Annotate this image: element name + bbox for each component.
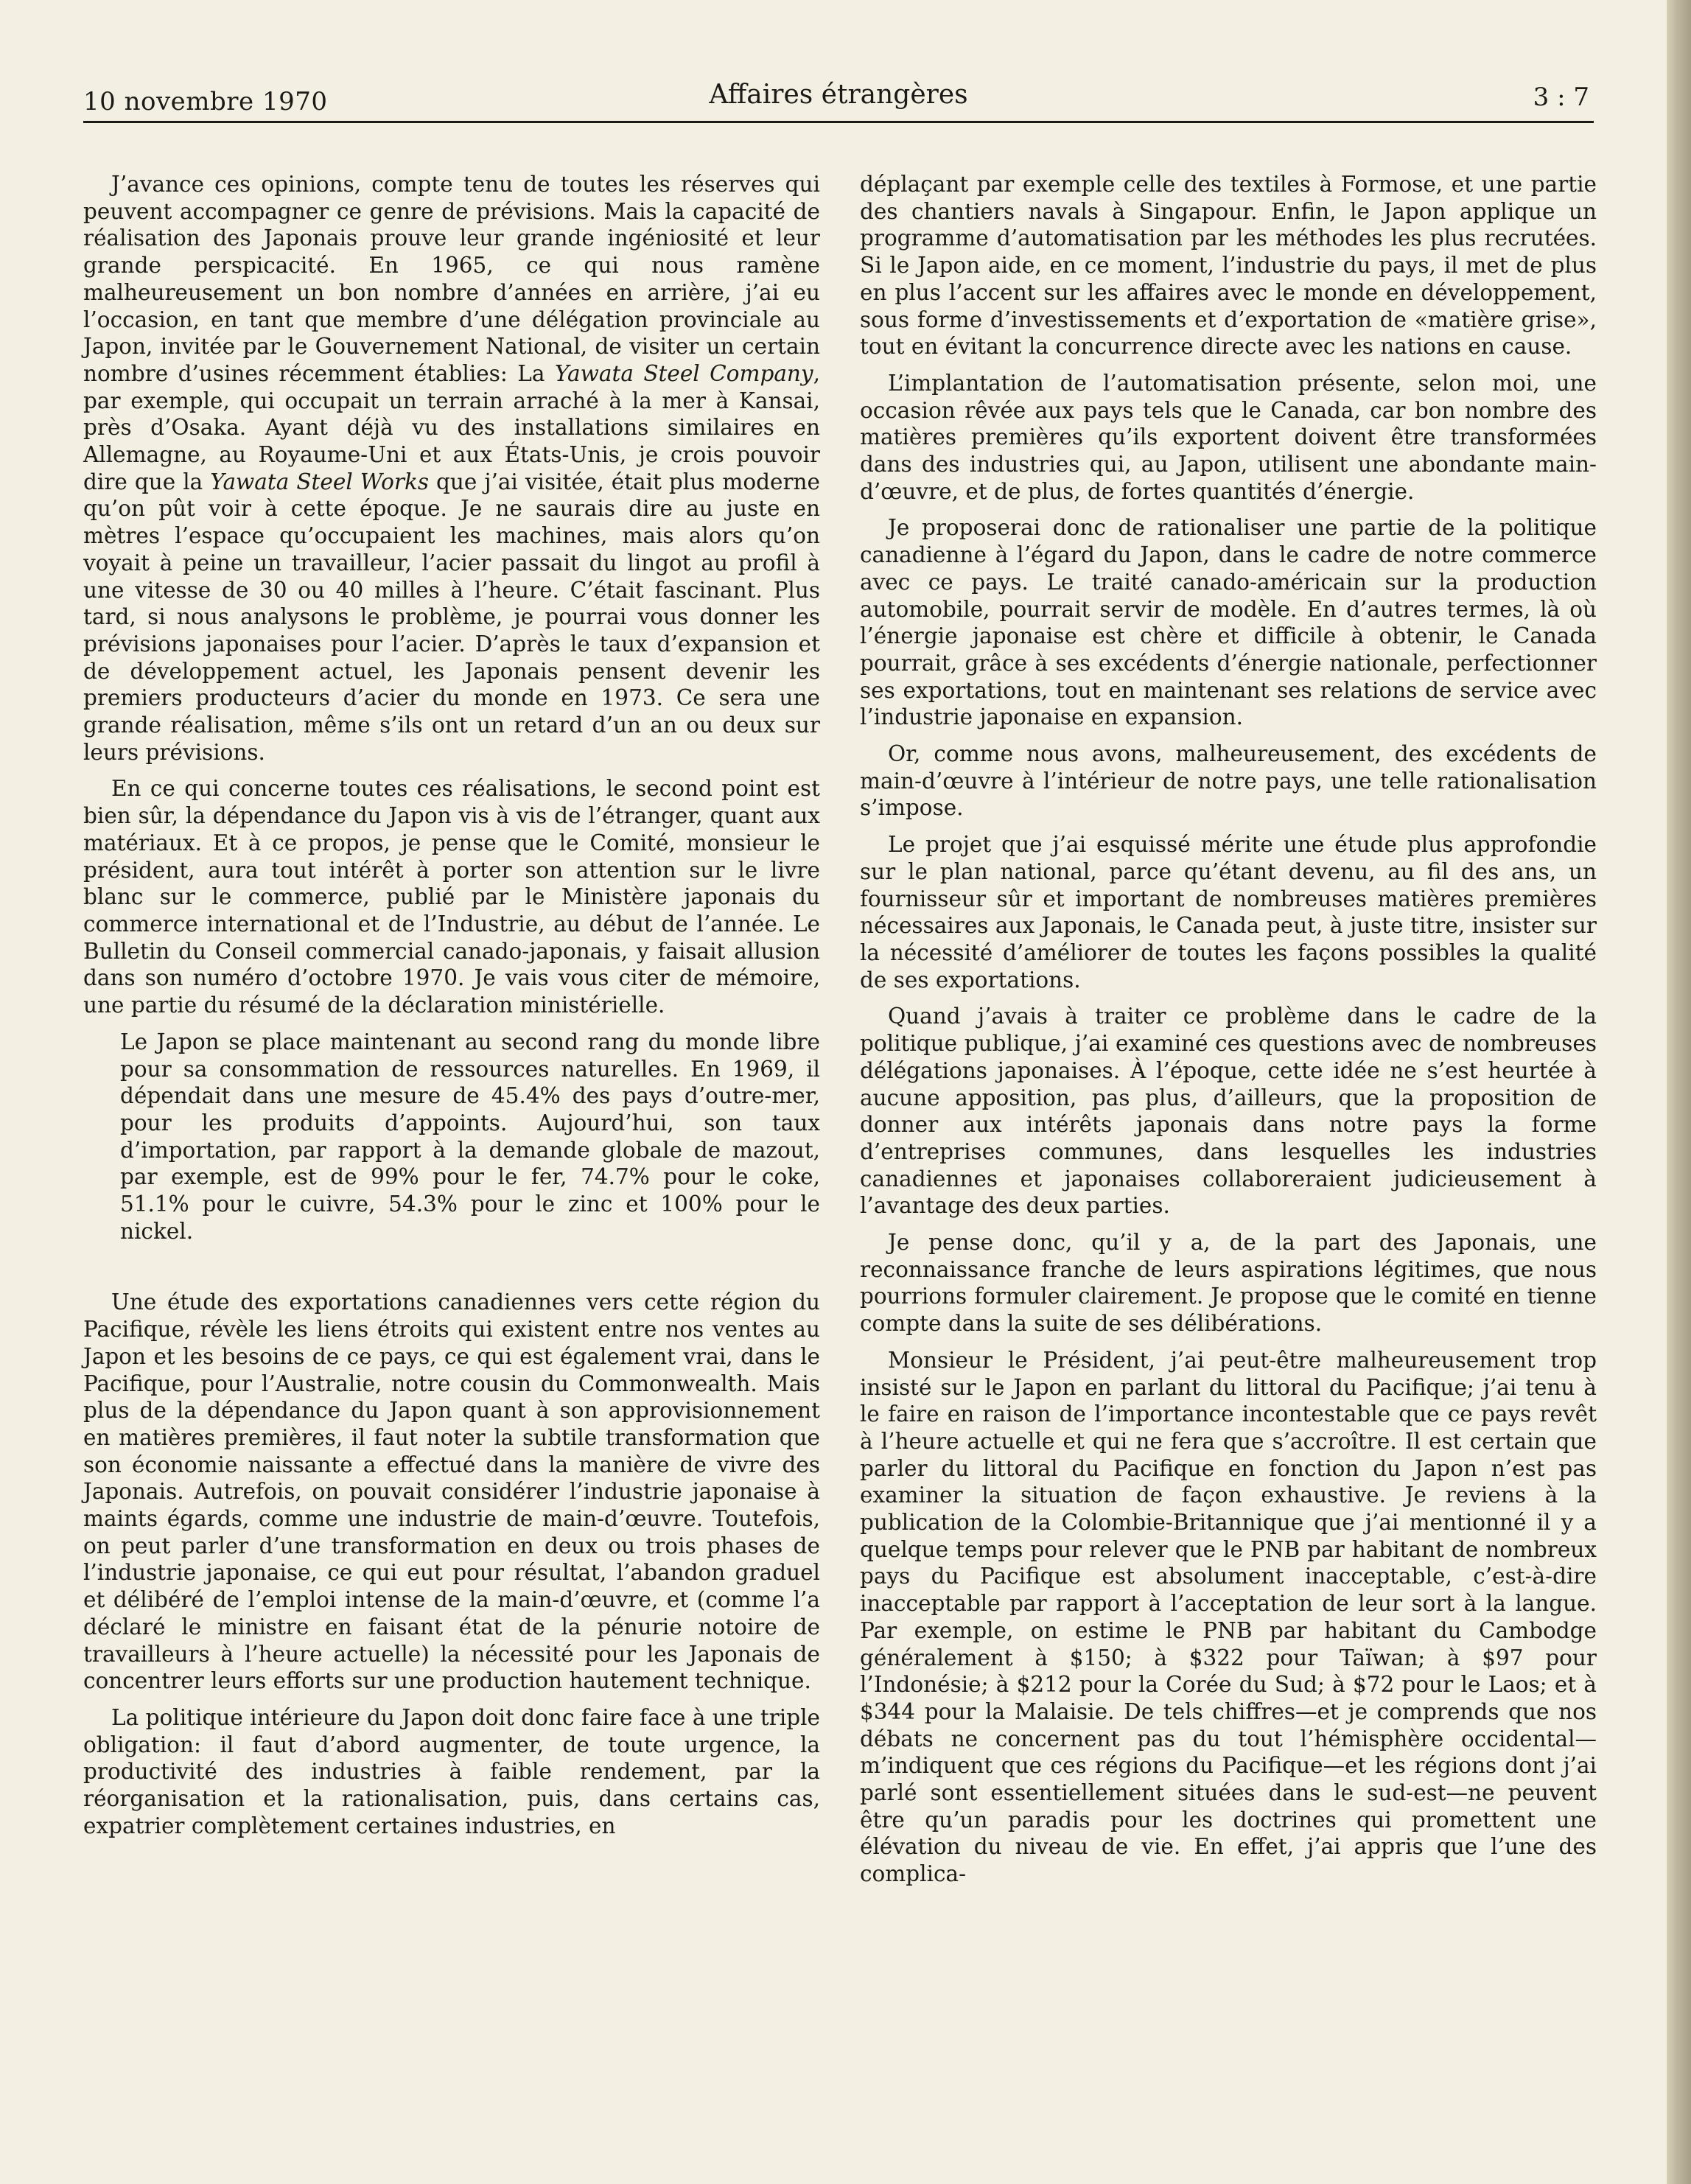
left-paragraph-1: J’avance ces opinions, compte tenu de toutes les réserves qui peuvent accompagner ce genre de prévisions. Mais la capacité de réalisation des Japonais prouve leur grande ingéniosité et leur grande perspicacité. En 1965, ce qui nous ramène malheureusement un bon nombre d’années en arrière, j’ai eu l’occasion, en tant que membre d’une délégation provinciale au Japon, invitée par le Gouvernement National, de visiter un certain nombre d’usines récemment établies: La Yawata Steel Company, par exemple, qui occupait un terrain arraché à la mer à Kansai, près d’Osaka. Ayant déjà vu des installations similaires en Allemagne, au Royaume-Uni et aux États-Unis, je crois pouvoir dire que la Yawata Steel Works que j’ai visitée, était plus moderne qu’on pût voir à cette époque. Je ne saurais dire au juste en mètres l’espace qu’occupaient les machines, mais alors qu’on voyait à peine un travailleur, l’acier passait du lingot au profil à une vitesse de 30 ou 40 milles à l’heure. C’était fascinant. Plus tard, si nous analysons le problème, je pourrai vous donner les prévisions japonaises pour l’acier. D’après le taux d’expansion et de développement actuel, les Japonais pensent devenir les premiers producteurs d’acier du monde en 1973. Ce sera une grande réalisation, même s’ils ont un retard d’un an ou deux sur leurs prévisions. [83,172,821,765]
right-paragraph-3: Je proposerai donc de rationaliser une partie de la politique canadienne à l’égard du Japon, dans le cadre de notre commerce avec ce pays. Le traité canado-américain sur la production automobile, pourrait servir de modèle. En d’autres termes, là où l’énergie japonaise est chère et difficile à obtenir, le Canada pourrait, grâce à ses excédents d’énergie nationale, perfectionner ses exportations, tout en maintenant ses relations de service avec l’industrie japonaise en expansion. [860,515,1597,730]
right-paragraph-1: déplaçant par exemple celle des textiles à Formose, et une partie des chantiers navals à Singapour. Enfin, le Japon applique un programme d’automatisation par les méthodes les plus recrutées. Si le Japon aide, en ce moment, l’industrie du pays, il met de plus en plus l’accent sur les affaires avec le monde en développement, sous forme d’investissements et d’exportation de «matière grise», tout en évitant la concurrence directe avec les nations en cause. [860,172,1597,360]
header-date: 10 novembre 1970 [83,87,328,116]
company-name-1: Yawata Steel Company [554,360,813,386]
company-name-2: Yawata Steel Works [210,469,429,494]
left-paragraph-4: La politique intérieure du Japon doit donc faire face à une triple obligation: il faut d’abord augmenter, de toute urgence, la productivité des industries à faible rendement, par la réorganisation et la rationalisation, puis, dans certains cas, expatrier complètement certaines industries, en [83,1704,820,1838]
header-title: Affaires étrangères [709,80,968,110]
left-column [83,171,820,1849]
book-spine-edge [1667,0,1691,2184]
right-paragraph-5: Le projet que j’ai esquissé mérite une étude plus approfondie sur le plan national, parce qu’étant devenu, au fil des ans, un fournisseur sûr et important de nombreuses matières premières nécessaires aux Japonais, le Canada peut, à juste titre, insister sur la nécessité d’améliorer de toutes les façons possibles la qualité de ses exportations. [860,832,1597,993]
right-column [860,171,1597,1897]
header-page-number: 3 : 7 [1533,83,1589,112]
page-header [83,80,1594,127]
right-paragraph-2: L’implantation de l’automatisation présente, selon moi, une occasion rêvée aux pays tels que le Canada, car bon nombre des matières premières qu’ils exportent doivent être transformées dans des industries qui, au Japon, utilisent une abondante main-d’œuvre, et de plus, de fortes quantités d’énergie. [860,370,1597,504]
left-paragraph-3: Une étude des exportations canadiennes vers cette région du Pacifique, révèle les liens étroits qui existent entre nos ventes au Japon et les besoins de ce pays, ce qui est également vrai, dans le Pacifique, pour l’Australie, notre cousin du Commonwealth. Mais plus de la dépendance du Japon quant à son approvisionnement en matières premières, il faut noter la subtile transformation que son économie naissante a effectué dans la manière de vivre des Japonais. Autrefois, on pouvait considérer l’industrie japonaise à maints égards, comme une industrie de main-d’œuvre. Toutefois, on peut parler d’une transformation en deux ou trois phases de l’industrie japonaise, ce qui eut pour résultat, l’abandon graduel et délibéré de l’emploi intense de la main-d’œuvre, et (comme l’a déclaré le ministre en faisant état de la pénurie notoire de travailleurs à l’heure actuelle) la nécessité pour les Japonais de concentrer leurs efforts sur une production hautement technique. [83,1289,820,1694]
header-rule [83,121,1594,123]
right-paragraph-8: Monsieur le Président, j’ai peut-être malheureusement trop insisté sur le Japon en parlant du littoral du Pacifique; j’ai tenu à le faire en raison de l’importance incontestable que ce pays revêt à l’heure actuelle et qui ne fera que s’accroître. Il est certain que parler du littoral du Pacifique en fonction du Japon n’est pas examiner la situation de façon exhaustive. Je reviens à la publication de la Colombie-Britannique que j’ai mentionné il y a quelque temps pour relever que le PNB par habitant de nombreux pays du Pacifique est absolument inacceptable, c’est-à-dire inacceptable par rapport à l’acceptation de leur sort à la langue. Par exemple, on estime le PNB par habitant du Cambodge généralement à $150; à $322 pour Taïwan; à $97 pour l’Indonésie; à $212 pour la Corée du Sud; à $72 pour le Laos; et à $344 pour la Malaisie. De tels chiffres—et je comprends que nos débats ne concernent pas du tout l’hémisphère occidental—m’indiquent que ces régions du Pacifique—et les régions dont j’ai parlé sont essentiellement situées dans le sud-est—ne peuvent être qu’un paradis pour les doctrines qui promettent une élévation du niveau de vie. En effet, j’ai appris que l’une des complica- [860,1347,1597,1887]
right-paragraph-7: Je pense donc, qu’il y a, de la part des Japonais, une reconnaissance franche de leurs aspirations légitimes, que nous pourrions formuler clairement. Je propose que le comité en tienne compte dans la suite de ses délibérations. [860,1230,1597,1337]
right-paragraph-4: Or, comme nous avons, malheureusement, des excédents de main-d’œuvre à l’intérieur de notre pays, une telle rationalisation s’impose. [860,741,1597,821]
quoted-declaration: Le Japon se place maintenant au second rang du monde libre pour sa consommation de ressources naturelles. En 1969, il dépendait dans une mesure de 45.4% des pays d’outre-mer, pour les produits d’appoints. Aujourd’hui, son taux d’importation, par rapport à la demande globale de mazout, par exemple, est de 99% pour le fer, 74.7% pour le coke, 51.1% pour le cuivre, 54.3% pour le zinc et 100% pour le nickel. [120,1029,820,1244]
left-paragraph-2: En ce qui concerne toutes ces réalisations, le second point est bien sûr, la dépendance du Japon vis à vis de l’étranger, quant aux matériaux. Et à ce propos, je pense que le Comité, monsieur le président, aura tout intérêt à porter son attention sur le livre blanc sur le commerce, publié par le Ministère japonais du commerce international et de l’Industrie, au début de l’année. Le Bulletin du Conseil commercial canado-japonais, y faisait allusion dans son numéro d’octobre 1970. Je vais vous citer de mémoire, une partie du résumé de la déclaration ministérielle. [83,776,820,1018]
right-paragraph-6: Quand j’avais à traiter ce problème dans le cadre de la politique publique, j’ai examiné ces questions avec de nombreuses délégations japonaises. À l’époque, cette idée ne s’est heurtée à aucune apposition, pas plus, d’ailleurs, que la proposition de donner aux intérêts japonais dans notre pays la forme d’entreprises communes, dans lesquelles les industries canadiennes et japonaises collaboreraient judicieusement à l’avantage des deux parties. [860,1004,1597,1219]
